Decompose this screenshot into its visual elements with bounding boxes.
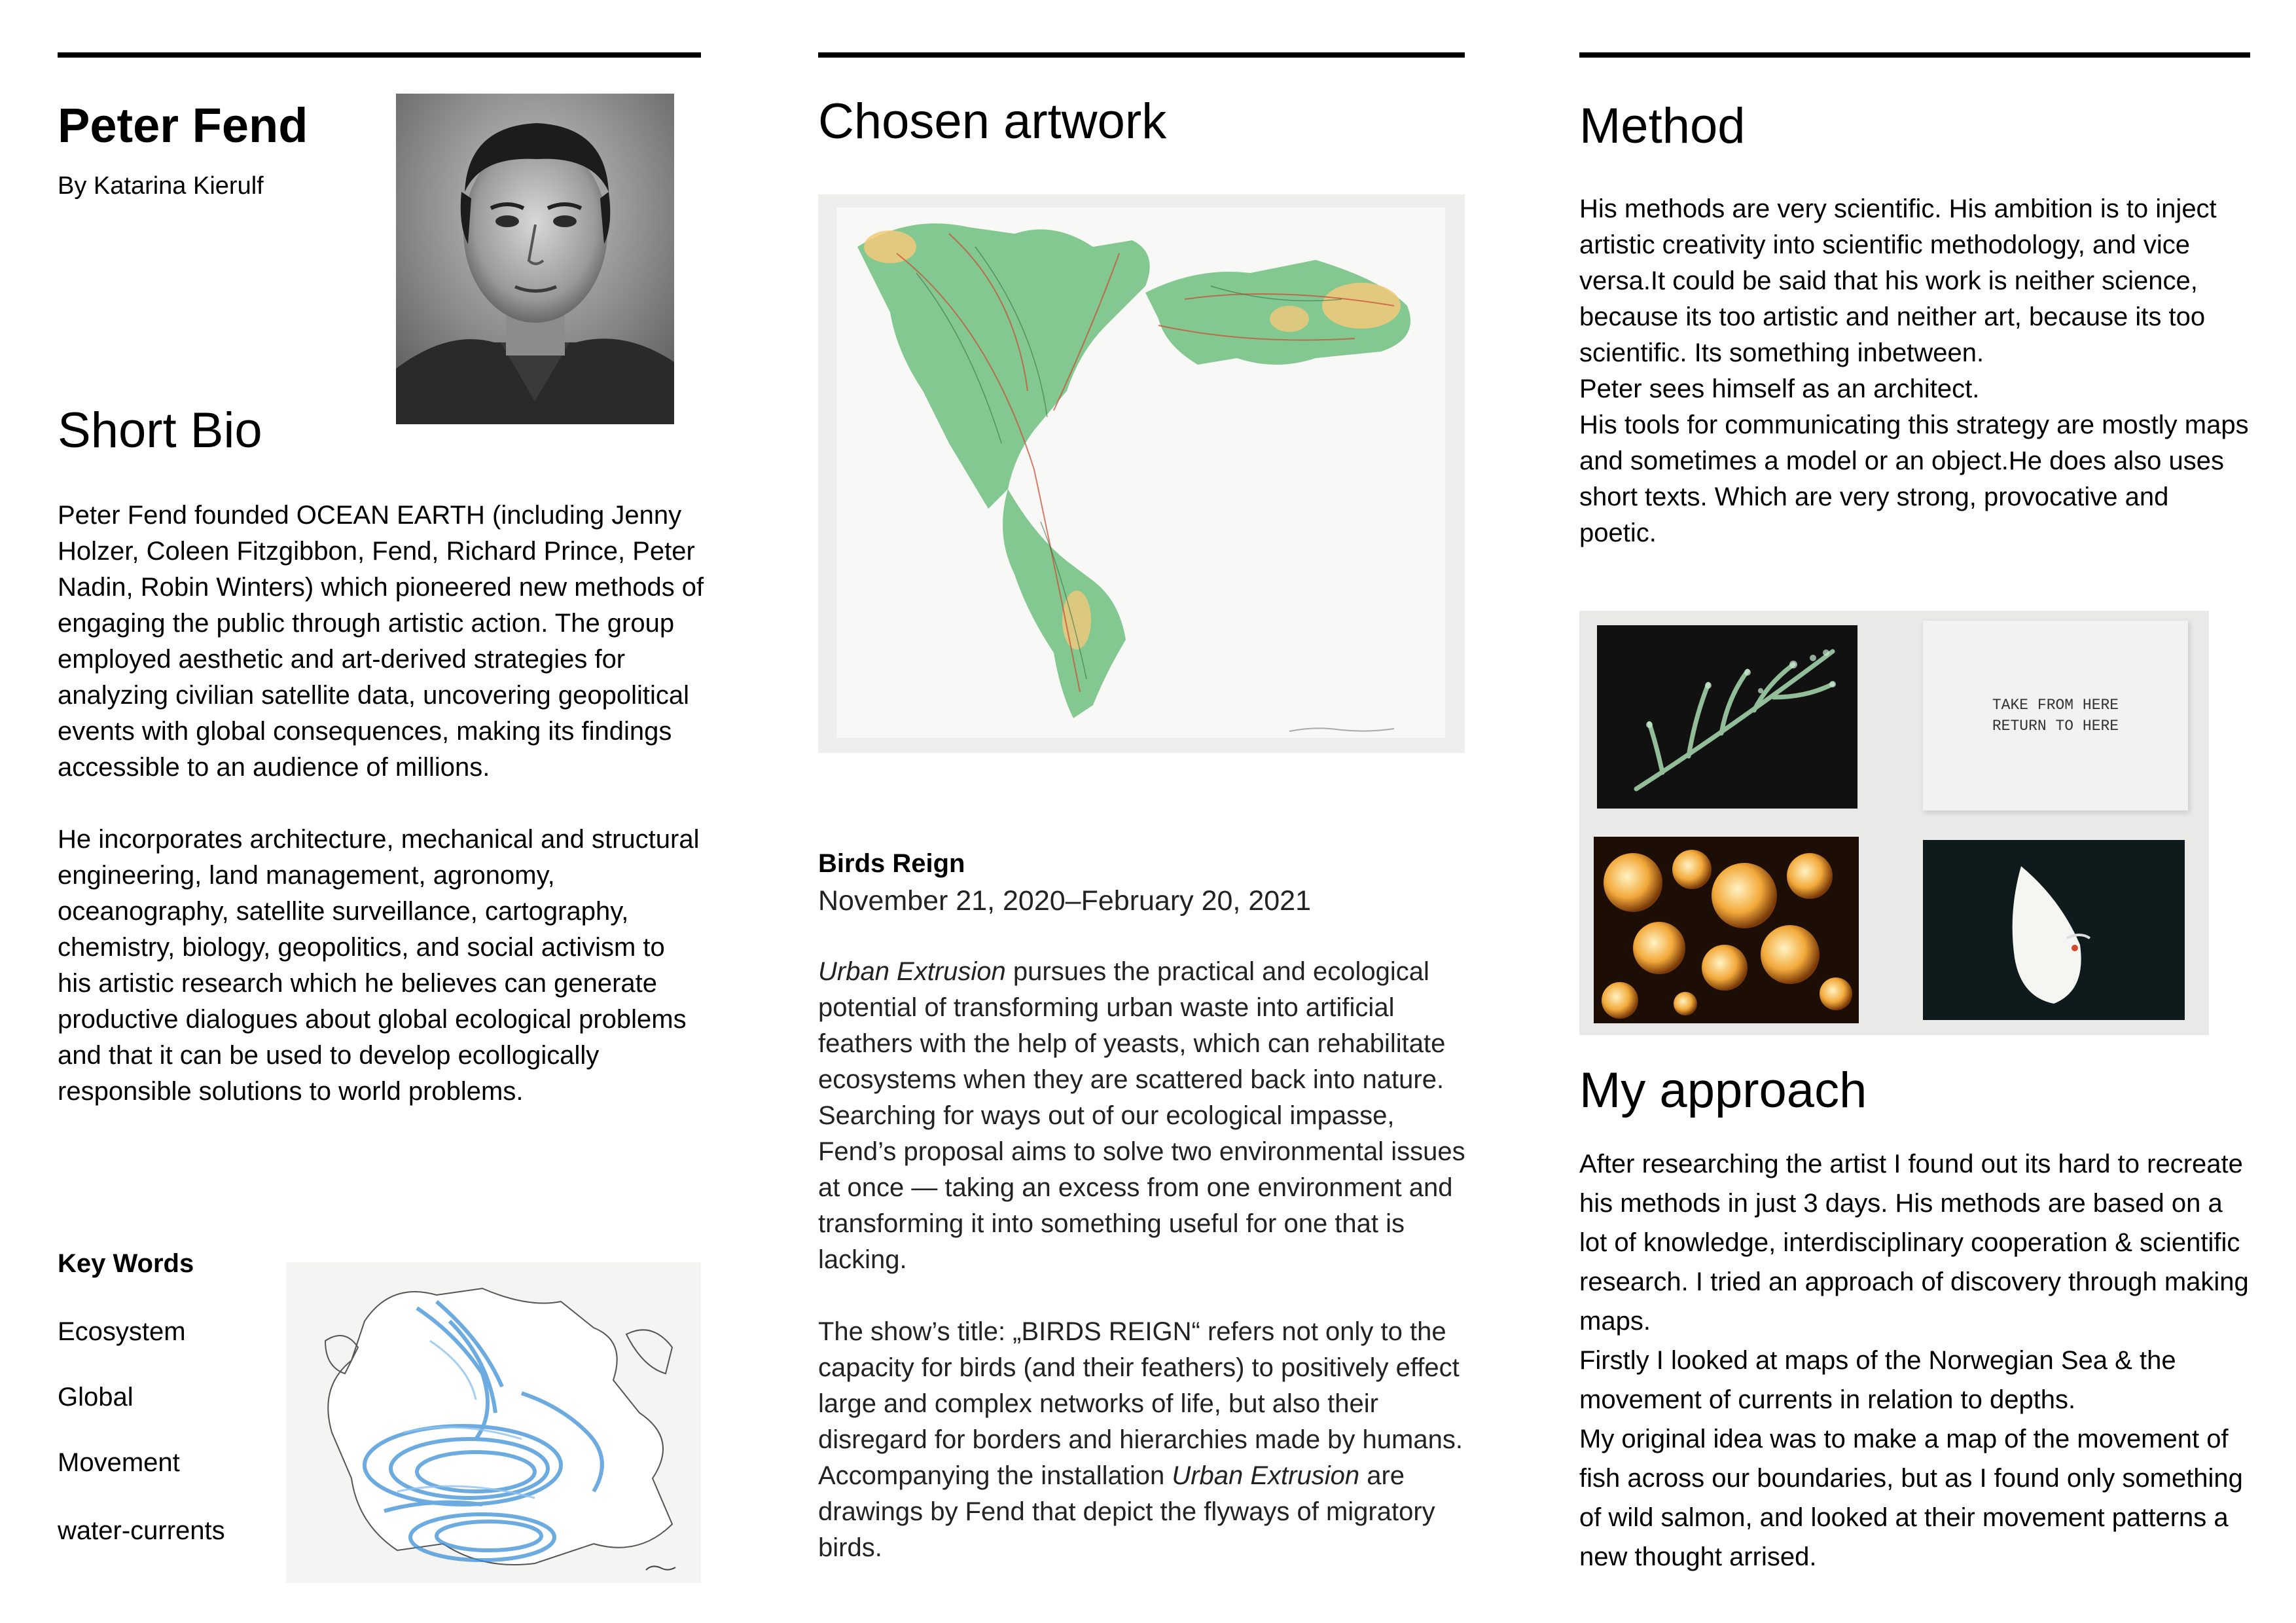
middle-column-rule bbox=[818, 52, 1465, 58]
description-paragraph-1-text: pursues the practical and ecological potential of transforming urban waste into artificial feathers with the help of yeasts, which can rehabilitate ecosystems when they are scattered back into nature. Searching for ways out of our ecological impasse, Fend’s proposal aims to solve two environmental issues at once — taking an excess from one environment and transforming it into something useful for one that is lacking. bbox=[818, 957, 1465, 1274]
short-bio-text bbox=[58, 498, 706, 1110]
key-words-heading: Key Words bbox=[58, 1249, 194, 1278]
water-currents-illustration bbox=[286, 1262, 701, 1583]
installation-photo bbox=[1579, 611, 2209, 1035]
urban-extrusion-title: Urban Extrusion bbox=[818, 957, 1006, 986]
bio-paragraph-1: Peter Fend founded OCEAN EARTH (including Jenny Holzer, Coleen Fitzgibbon, Fend, Richard Prince, Peter Nadin, Robin Winters) which pioneered new methods of engaging the public through artistic action. The group employed aesthetic and art-derived strategies for analyzing civilian satellite data, uncovering geopolitical events with global consequences, making its findings accessible to an audience of millions. bbox=[58, 501, 704, 782]
description-paragraph-2 bbox=[818, 1314, 1466, 1566]
approach-text bbox=[1579, 1144, 2253, 1577]
text-card-tile bbox=[1923, 621, 2188, 811]
urban-extrusion-title: Urban Extrusion bbox=[1172, 1461, 1360, 1490]
chosen-artwork-heading: Chosen artwork bbox=[818, 94, 1167, 149]
right-column-rule bbox=[1579, 52, 2250, 58]
method-line-tools: His tools for communicating this strategy are mostly maps and sometimes a model or an object.He does also uses short texts. Which are very strong, provocative and poetic. bbox=[1579, 410, 2249, 547]
card-text: TAKE FROM HERE RETURN TO HERE bbox=[1992, 697, 2119, 735]
method-line-architect: Peter sees himself as an architect. bbox=[1579, 374, 1980, 403]
portrait-illustration bbox=[396, 94, 674, 424]
keyword-item: water-currents bbox=[58, 1516, 225, 1545]
description-paragraph-2-start: The show’s title: „BIRDS REIGN“ refers not only to the capacity for birds (and their feathers) to positively effect large and complex networks of life, but also their disregard for borders and hierarchies made by humans. Accompanying the installation bbox=[818, 1317, 1463, 1490]
migratory-map-illustration bbox=[818, 194, 1465, 753]
artwork-description bbox=[818, 954, 1466, 1566]
approach-paragraph-3: My original idea was to make a map of the movement of fish across our boundaries, but as I found only something of wild salmon, and looked at their movement patterns a new thought arrised. bbox=[1579, 1425, 2243, 1571]
description-paragraph-1 bbox=[818, 954, 1466, 1278]
method-heading: Method bbox=[1579, 98, 1746, 154]
plant-illustration bbox=[1597, 625, 1857, 809]
keyword-item: Global bbox=[58, 1383, 134, 1412]
water-currents-drawing bbox=[286, 1262, 701, 1583]
artwork-title: Birds Reign bbox=[818, 849, 965, 878]
plant-photo-tile bbox=[1597, 625, 1857, 809]
my-approach-heading: My approach bbox=[1579, 1063, 1867, 1118]
approach-paragraph-1: After researching the artist I found out its hard to recreate his methods in just 3 days. His methods are based on a lot of knowledge, interdisciplinary cooperation & scientific research. I tried an approach of discovery through making maps. bbox=[1579, 1150, 2249, 1336]
bubbles-illustration bbox=[1594, 837, 1859, 1023]
approach-paragraph-2: Firstly I looked at maps of the Norwegian Sea & the movement of currents in relation to depths. bbox=[1579, 1346, 2176, 1414]
swan-photo-tile bbox=[1923, 840, 2185, 1020]
bubbles-photo-tile bbox=[1594, 837, 1859, 1023]
byline: By Katarina Kierulf bbox=[58, 172, 264, 200]
artist-name: Peter Fend bbox=[58, 98, 308, 153]
swan-illustration bbox=[1923, 840, 2185, 1020]
artwork-map-image bbox=[818, 194, 1465, 753]
artwork-dates: November 21, 2020–February 20, 2021 bbox=[818, 885, 1311, 917]
left-column-rule bbox=[58, 52, 701, 58]
keyword-item: Movement bbox=[58, 1448, 180, 1477]
method-paragraph: His methods are very scientific. His ambition is to inject artistic creativity into scientific methodology, and vice versa.It could be said that his work is neither science, because its too artistic and neither art, because its too scientific. Its something inbetween. bbox=[1579, 194, 2217, 367]
description-paragraph-2-end: are drawings by Fend that depict the flyways of migratory birds. bbox=[818, 1461, 1435, 1562]
bio-paragraph-2: He incorporates architecture, mechanical and structural engineering, land management, agronomy, oceanography, satellite surveillance, cartography, chemistry, biology, geopolitics, and social activism to his artistic research which he believes can generate productive dialogues about global ecological problems and that it can be used to develop ecollogically responsible solutions to world problems. bbox=[58, 825, 700, 1106]
keyword-item: Ecosystem bbox=[58, 1317, 186, 1346]
method-text bbox=[1579, 191, 2250, 551]
short-bio-heading: Short Bio bbox=[58, 403, 262, 458]
artist-portrait-photo bbox=[396, 94, 674, 424]
